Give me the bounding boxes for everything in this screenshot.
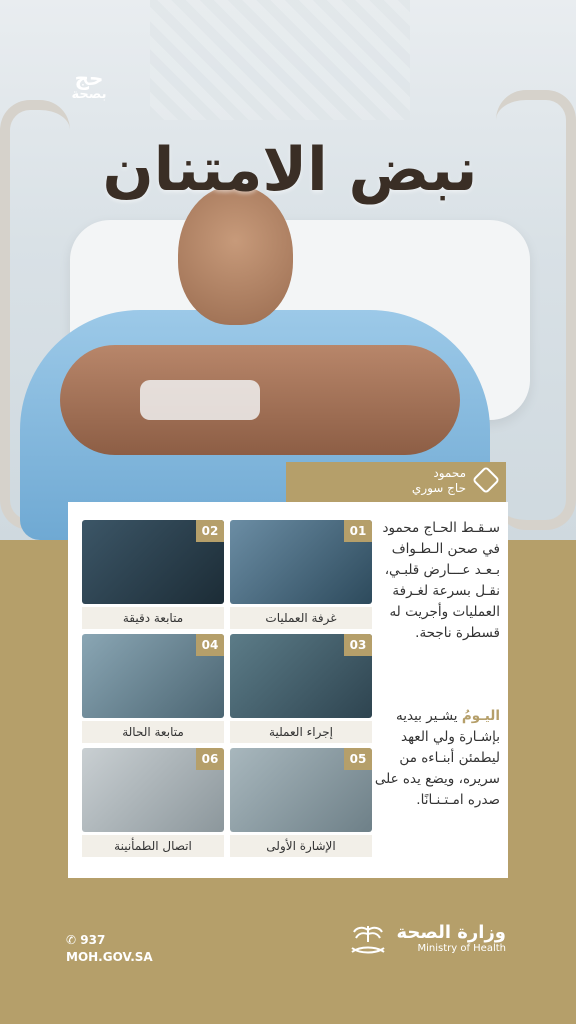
tile-caption: الإشارة الأولى (230, 835, 372, 857)
tile-image (230, 520, 372, 604)
ministry-logo (396, 922, 506, 954)
patient-name-tag (286, 462, 506, 502)
tile-06 (82, 748, 224, 857)
tile-caption: متابعة الحالة (82, 721, 224, 743)
contact-info (66, 932, 153, 966)
tile-caption: غرفة العمليات (230, 607, 372, 629)
patient-name-line1: محمود (433, 466, 466, 480)
tile-image (230, 634, 372, 718)
tile-image (82, 634, 224, 718)
phone-line (66, 932, 153, 949)
ministry-name-en: Ministry of Health (417, 943, 506, 954)
tile-image (230, 748, 372, 832)
phone-icon: ✆ (66, 933, 77, 947)
ministry-name-ar: وزارة الصحة (396, 922, 506, 943)
patient-name-line2: حاج سوري (411, 481, 466, 495)
tile-image (82, 520, 224, 604)
headline: نبض الامتنان (102, 135, 478, 205)
tile-number: 03 (344, 634, 372, 656)
tile-03 (230, 634, 372, 743)
tile-caption: متابعة دقيقة (82, 607, 224, 629)
tile-number: 01 (344, 520, 372, 542)
story-paragraph-2-text: يشـير بيديه بإشـارة ولي العهد ليطمئن أبنـاءه من سريره، ويضع يده على صدره امـتـنـانًا. (374, 708, 500, 808)
tile-image (82, 748, 224, 832)
hajj-logo (66, 68, 112, 101)
tile-04 (82, 634, 224, 743)
tile-caption: إجراء العملية (230, 721, 372, 743)
ornament-icon (472, 466, 500, 494)
tile-01 (230, 520, 372, 629)
tile-number: 05 (344, 748, 372, 770)
story-lead-word: اليـومُ (461, 708, 500, 724)
iv-tape (140, 380, 260, 420)
patient-head (178, 185, 293, 325)
patient-arms (60, 345, 460, 455)
phone-number: 937 (80, 933, 106, 947)
hajj-logo-line1: حج (74, 66, 104, 90)
tile-number: 04 (196, 634, 224, 656)
story-paragraph-1: سـقـط الحـاج محمود في صحن الـطـواف بـعـد عـــارض قلبـي، نقـل بسرعة لغـرفة العمليات وأجريت له قسطرة ناجحة. (382, 520, 500, 641)
tile-number: 02 (196, 520, 224, 542)
website: MOH.GOV.SA (66, 950, 153, 964)
tile-number: 06 (196, 748, 224, 770)
story-paragraph-2 (370, 706, 500, 811)
hajj-logo-line2: بصحة (71, 87, 107, 102)
tile-05 (230, 748, 372, 857)
ceiling-pattern (150, 0, 410, 120)
palm-swords-icon (348, 924, 388, 956)
tile-caption: اتصال الطمأنينة (82, 835, 224, 857)
tile-02 (82, 520, 224, 629)
